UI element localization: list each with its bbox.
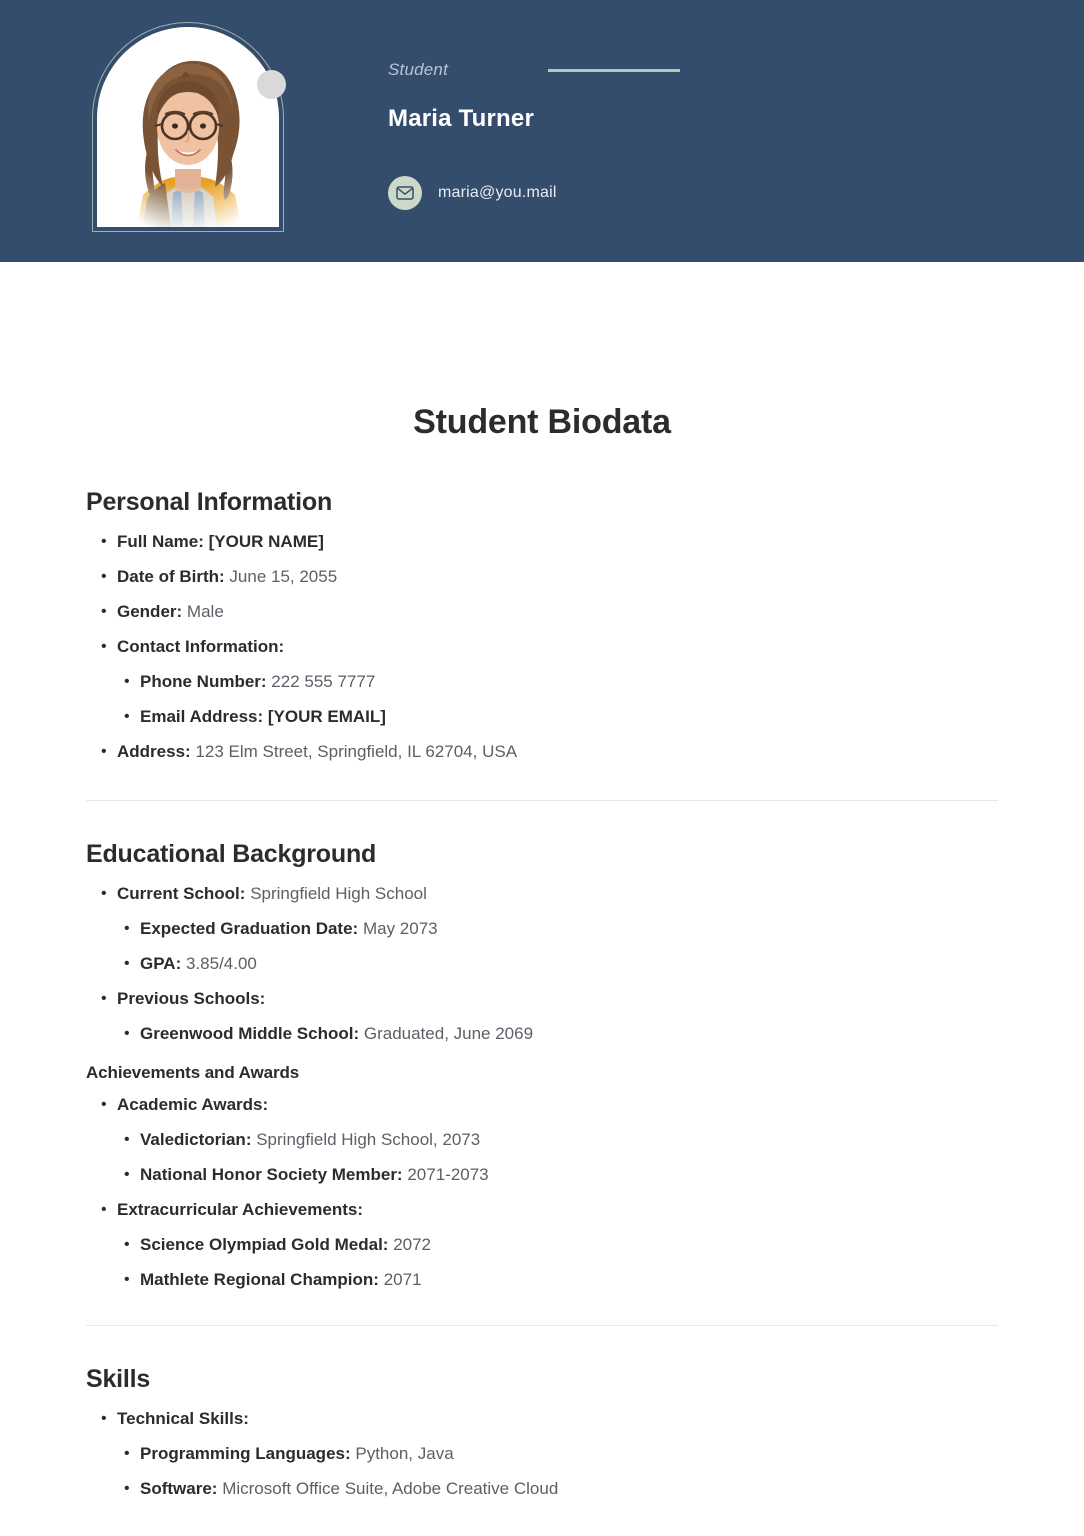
list-item	[118, 699, 998, 734]
list-item	[118, 1471, 998, 1506]
item-value: 2071-2073	[407, 1165, 489, 1184]
item-value: Male	[186, 602, 224, 621]
list-item	[95, 876, 998, 911]
section	[86, 1063, 998, 1297]
item-label: Current School:	[117, 884, 246, 903]
item-label: Valedictorian:	[140, 1130, 252, 1149]
avatar	[97, 27, 279, 227]
section	[86, 1365, 998, 1506]
item-label: Programming Languages:	[140, 1444, 351, 1463]
header-text-block	[388, 56, 988, 201]
section	[86, 488, 998, 769]
list-item	[95, 524, 998, 559]
item-label: Expected Graduation Date:	[140, 919, 359, 938]
person-name: Maria Turner	[388, 105, 534, 132]
item-value: 222 555 7777	[271, 672, 376, 691]
list-item	[118, 664, 998, 699]
item-label: Previous Schools:	[117, 989, 266, 1008]
item-label: GPA:	[140, 954, 182, 973]
item-value: May 2073	[362, 919, 438, 938]
list-item	[118, 1016, 998, 1051]
item-value: Springfield High School	[250, 884, 427, 903]
role-label: Student	[388, 60, 449, 79]
list-item	[118, 1262, 998, 1297]
item-label: Phone Number:	[140, 672, 267, 691]
item-value: June 15, 2055	[229, 567, 338, 586]
list-item	[95, 1401, 998, 1436]
avatar-photo	[97, 27, 279, 227]
accent-rule	[548, 69, 680, 72]
section-divider	[86, 800, 998, 801]
bullet-list	[86, 524, 998, 769]
item-label: National Honor Society Member:	[140, 1165, 403, 1184]
role-row	[388, 56, 988, 84]
item-label: Extracurricular Achievements:	[117, 1200, 363, 1219]
list-item	[118, 1157, 998, 1192]
document-body	[0, 403, 1084, 1506]
list-item	[95, 629, 998, 664]
list-item	[118, 911, 998, 946]
list-item	[95, 594, 998, 629]
contact-email-row[interactable]	[388, 176, 557, 210]
section-heading: Educational Background	[86, 840, 377, 868]
item-value: [YOUR NAME]	[208, 532, 324, 551]
item-value: Springfield High School, 2073	[256, 1130, 481, 1149]
item-label: Address:	[117, 742, 191, 761]
list-item	[118, 1436, 998, 1471]
item-value: 2072	[393, 1235, 432, 1254]
item-value: 123 Elm Street, Springfield, IL 62704, USA	[195, 742, 518, 761]
item-label: Date of Birth:	[117, 567, 225, 586]
item-label: Technical Skills:	[117, 1409, 249, 1428]
item-label: Software:	[140, 1479, 218, 1498]
section-divider	[86, 1325, 998, 1326]
item-value: 3.85/4.00	[185, 954, 257, 973]
bullet-list	[86, 1087, 998, 1297]
list-item	[118, 1227, 998, 1262]
item-label: Academic Awards:	[117, 1095, 269, 1114]
list-item	[118, 946, 998, 981]
list-item	[95, 1192, 998, 1227]
item-label: Gender:	[117, 602, 183, 621]
bullet-list	[86, 876, 998, 1051]
envelope-icon	[388, 176, 422, 210]
profile-header	[0, 0, 1084, 262]
item-label: Greenwood Middle School:	[140, 1024, 360, 1043]
list-item	[95, 1087, 998, 1122]
item-label: Mathlete Regional Champion:	[140, 1270, 379, 1289]
item-label: Email Address:	[140, 707, 264, 726]
sections-container	[86, 488, 998, 1506]
section-heading: Personal Information	[86, 488, 333, 516]
page-title: Student Biodata	[413, 403, 671, 441]
bullet-list	[86, 1401, 998, 1506]
item-value: Microsoft Office Suite, Adobe Creative Cloud	[222, 1479, 559, 1498]
item-value: Graduated, June 2069	[363, 1024, 534, 1043]
item-value: [YOUR EMAIL]	[267, 707, 386, 726]
section-heading: Achievements and Awards	[86, 1063, 300, 1082]
item-label: Full Name:	[117, 532, 204, 551]
list-item	[95, 734, 998, 769]
list-item	[95, 559, 998, 594]
section	[86, 840, 998, 1051]
list-item	[95, 981, 998, 1016]
item-label: Contact Information:	[117, 637, 285, 656]
item-value: Python, Java	[355, 1444, 454, 1463]
item-label: Science Olympiad Gold Medal:	[140, 1235, 389, 1254]
item-value: 2071	[383, 1270, 422, 1289]
avatar-accent-dot	[257, 70, 286, 99]
section-heading: Skills	[86, 1365, 151, 1393]
list-item	[118, 1122, 998, 1157]
email-text: maria@you.mail	[438, 184, 557, 201]
